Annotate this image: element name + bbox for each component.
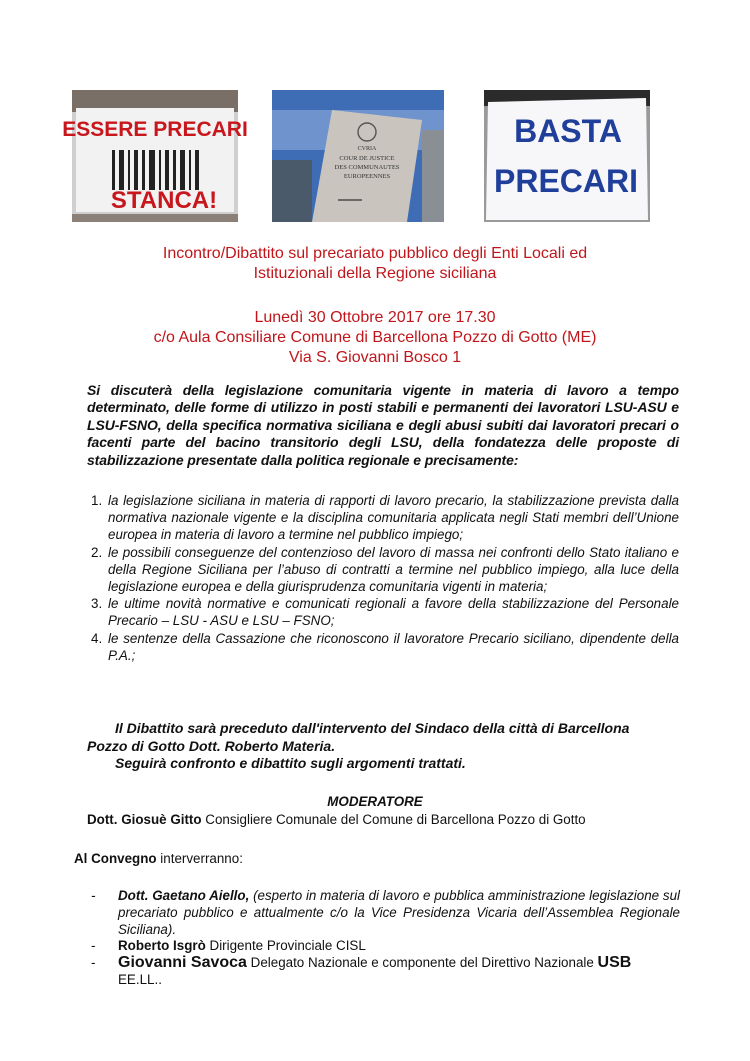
speaker-description: (esperto in materia di lavoro e pubblica amministrazione legislazione sul precariato pubblico e attualmente c/o la Vice Presidenza Vicaria dell’Assemblea Regionale Siciliana). xyxy=(118,888,681,937)
title-line-2: Istituzionali della Regione siciliana xyxy=(253,265,497,282)
opening-remarks xyxy=(87,720,687,773)
speaker-name: Dott. Gaetano Aiello, xyxy=(118,888,250,903)
event-title xyxy=(0,244,750,284)
topics-list xyxy=(82,492,679,664)
speaker-description: Delegato Nazionale e componente del Direttivo Nazionale xyxy=(246,955,598,971)
event-address: Via S. Giovanni Bosco 1 xyxy=(288,349,462,366)
opening-line-1: Il Dibattito sarà preceduto dall'intervento del Sindaco della città di Barcellona xyxy=(115,720,630,736)
speaker-name: Giovanni Savoca xyxy=(118,954,247,972)
moderator-role: Consigliere Comunale del Comune di Barcellona Pozzo di Gotto xyxy=(201,812,586,827)
opening-line-3: Seguirà confronto e dibattito sugli argomenti trattati. xyxy=(115,755,466,772)
opening-line-2: Pozzo di Gotto Dott. Roberto Materia. xyxy=(87,737,336,754)
speakers-intro-bold: Al Convegno xyxy=(74,851,157,866)
list-text: le sentenze della Cassazione che riconoscono il lavoratore Precario siciliano, dipendente della P.A.; xyxy=(108,630,679,663)
photo-basta-precari-sign xyxy=(484,90,650,222)
list-item xyxy=(82,630,679,664)
speakers-intro xyxy=(74,851,243,866)
speaker-org: USB xyxy=(597,954,632,972)
list-number: 1. xyxy=(91,493,103,508)
event-date: Lunedì 30 Ottobre 2017 ore 17.30 xyxy=(254,309,496,326)
banner-text-bottom: STANCA! xyxy=(110,187,218,214)
speaker-org-tail: EE.LL.. xyxy=(118,971,162,987)
list-text: le possibili conseguenze del contenzioso del lavoro di massa nei confronti dello Stato italiano e della Regione Siciliana per l’abuso di contratti a termine nel pubblico impiego, alla luce della legislazione europea e della giurisprudenza comunitaria vigenti in materia; xyxy=(108,544,679,595)
speaker-name: Roberto Isgrò xyxy=(118,938,206,954)
speakers-intro-rest: interverranno: xyxy=(156,851,243,866)
speakers-list xyxy=(74,888,680,989)
list-text: la legislazione siciliana in materia di rapporti di lavoro precario, la stabilizzazione prevista dalla normativa nazionale vigente e la disciplina comunitaria applicata negli Stati membri dell’Unione europea in materia di lavoro a termine nel pubblico impiego; xyxy=(108,493,679,543)
sign-text-bottom: PRECARI xyxy=(493,163,639,199)
intro-paragraph: Si discuterà della legislazione comunitaria vigente in materia di lavoro a tempo determinato, delle forme di utilizzo in posti stabili e permanenti dei lavoratori LSU-ASU e LSU-FSNO, della specifica normativa siciliana e degli abusi subiti dai lavoratori precari o facenti parte del bacino transitorio degli LSU, della fondatezza delle proposte di stabilizzazione presentate dalla politica regionale e precisamente: xyxy=(87,382,679,468)
moderator-heading: MODERATORE xyxy=(327,794,423,809)
photo-court-of-justice-plaque xyxy=(272,90,444,222)
dash: - xyxy=(91,955,96,971)
list-number: 3. xyxy=(91,596,103,612)
list-item xyxy=(74,955,680,989)
moderator-name: Dott. Giosuè Gitto xyxy=(87,812,202,827)
banner-text-top: ESSERE PRECARI xyxy=(62,118,248,141)
moderator-line xyxy=(87,812,707,827)
sign-text-top: BASTA xyxy=(514,113,622,149)
event-place: c/o Aula Consiliare Comune di Barcellona Pozzo di Gotto (ME) xyxy=(153,329,597,346)
photo-essere-precari-banner xyxy=(62,90,248,222)
list-number: 2. xyxy=(91,544,103,560)
list-item xyxy=(82,492,679,544)
dash: - xyxy=(91,888,96,903)
dash: - xyxy=(91,938,96,954)
speaker-description: Dirigente Provinciale CISL xyxy=(205,938,366,954)
plaque-text-1: CVRIA xyxy=(357,146,377,152)
list-number: 4. xyxy=(91,630,103,646)
plaque-text-2: COUR DE JUSTICE xyxy=(339,155,395,162)
list-item xyxy=(82,595,679,629)
event-details xyxy=(0,308,750,368)
plaque-text-4: EUROPEENNES xyxy=(343,173,391,180)
plaque-text-3: DES COMMUNAUTES xyxy=(334,164,400,171)
list-item xyxy=(74,888,680,938)
list-item xyxy=(82,544,679,596)
list-text: le ultime novità normative e comunicati regionali a favore della stabilizzazione del Personale Precario – LSU - ASU e LSU – FSNO; xyxy=(108,596,679,629)
list-item xyxy=(74,938,680,955)
title-line-1: Incontro/Dibattito sul precariato pubblico degli Enti Locali ed xyxy=(162,245,588,262)
